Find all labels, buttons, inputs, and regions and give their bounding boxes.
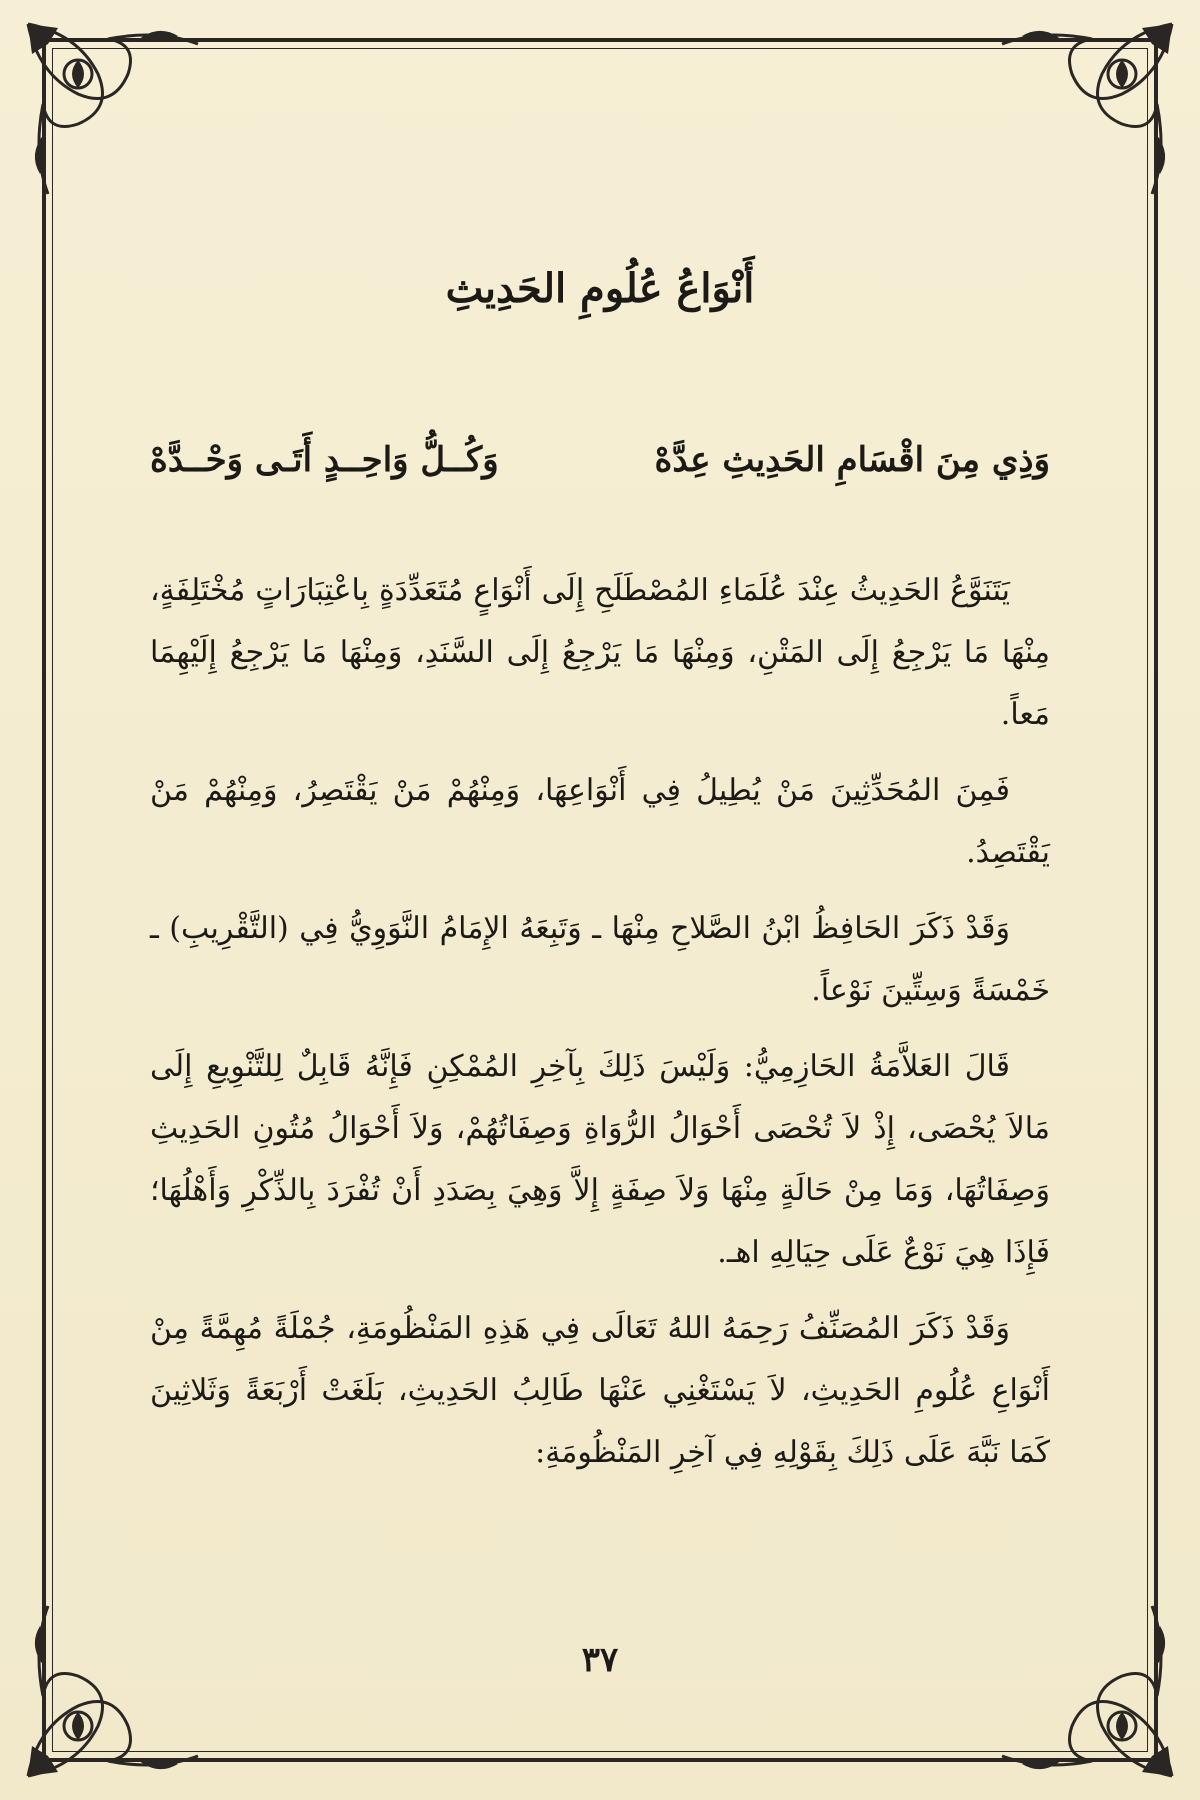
paragraph: وَقَدْ ذَكَرَ المُصَنِّفُ رَحِمَهُ اللهُ تَعَالَى فِي هَذِهِ المَنْظُومَةِ، جُمْلَةً مُهِمَّةً مِنْ أَنْوَاعِ عُلُومِ الحَدِيثِ، لاَ يَسْتَغْنِي عَنْهَا طَالِبُ الحَدِيثِ، بَلَغَتْ أَرْبَعَةً وَثَلاثِينَ كَمَا نَبَّهَ عَلَى ذَلِكَ بِقَوْلِهِ فِي آخِرِ المَنْظُومَةِ:: [150, 1311, 1050, 1470]
corner-ornament-icon: [18, 1596, 208, 1786]
corner-ornament-icon: [992, 1596, 1182, 1786]
verse-second-hemistich: وَكُــلُّ وَاحِــدٍ أَتَـى وَحْــدَّهْ: [150, 440, 499, 480]
page-title: أَنْوَاعُ عُلُومِ الحَدِيثِ: [445, 265, 755, 312]
poem-verse: [150, 440, 1050, 480]
corner-ornament-icon: [18, 14, 208, 204]
corner-ornament-icon: [992, 14, 1182, 204]
page-number: ٣٧: [581, 1640, 619, 1680]
verse-first-hemistich: وَذِي مِنَ اقْسَامِ الحَدِيثِ عِدَّهْ: [654, 440, 1050, 480]
paragraph: قَالَ العَلاَّمَةُ الحَازِمِيُّ: وَلَيْسَ ذَلِكَ بِآخِرِ المُمْكِنِ فَإِنَّهُ قَابِلٌ لِلتَّنْوِيعِ إِلَى مَالاَ يُحْصَى، إِذْ لاَ تُحْصَى أَحْوَالُ الرُّوَاةِ وَصِفَاتُهُمْ، وَلاَ أَحْوَالُ مُتُونِ الحَدِيثِ وَصِفَاتُهَا، وَمَا مِنْ حَالَةٍ مِنْهَا وَلاَ صِفَةٍ إِلاَّ وَهِيَ بِصَدَدِ أَنْ تُفْرَدَ بِالذِّكْرِ وَأَهْلُهَا؛ فَإِذَا هِيَ نَوْعٌ عَلَى حِيَالِهِ اهـ.: [150, 1049, 1050, 1270]
body-text: [150, 560, 1050, 1498]
paragraph: يَتَنَوَّعُ الحَدِيثُ عِنْدَ عُلَمَاءِ المُصْطَلَحِ إِلَى أَنْوَاعٍ مُتَعَدِّدَةٍ بِاعْتِبَارَاتٍ مُخْتَلِفَةٍ، مِنْهَا مَا يَرْجِعُ إِلَى المَتْنِ، وَمِنْهَا مَا يَرْجِعُ إِلَى السَّنَدِ، وَمِنْهَا مَا يَرْجِعُ إِلَيْهِمَا مَعاً.: [150, 573, 1050, 732]
paragraph: وَقَدْ ذَكَرَ الحَافِظُ ابْنُ الصَّلاحِ مِنْهَا ـ وَتَبِعَهُ الإِمَامُ النَّوَوِيُّ فِي (التَّقْرِيبِ) ـ خَمْسَةً وَسِتِّينَ نَوْعاً.: [150, 911, 1050, 1008]
paragraph: فَمِنَ المُحَدِّثِينَ مَنْ يُطِيلُ فِي أَنْوَاعِهَا، وَمِنْهُمْ مَنْ يَقْتَصِرُ، وَمِنْهُمْ مَنْ يَقْتَصِدُ.: [150, 773, 1050, 870]
